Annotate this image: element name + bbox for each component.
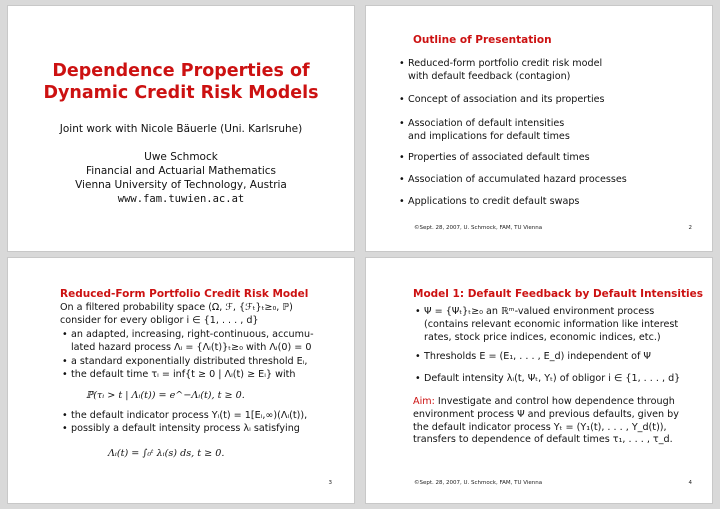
bullet-thresholds: • Thresholds E = (E₁, . . . , E_d) independent of Ψ <box>424 351 651 364</box>
outline-item-6: • Applications to credit default swaps <box>408 196 579 209</box>
joint-work: Joint work with Nicole Bäuerle (Uni. Karlsruhe) <box>59 123 303 135</box>
model-1-heading: Model 1: Default Feedback by Default Intensities <box>413 288 704 300</box>
slide-reduced-form <box>8 258 354 503</box>
outline-item-3: • Association of default intensities and implications for default times <box>408 118 570 144</box>
bullet-environment: • Ψ = {Ψₜ}ₜ≥₀ an ℝᵐ-valued environment process (contains relevant economic information like interest rates, stock price indices, economic indices, etc.) <box>424 306 678 344</box>
footer: ©Sept. 28, 2007, U. Schmock, FAM, TU Vienna <box>414 225 543 231</box>
bullet-default-intensity: • Default intensity λᵢ(t, Ψₜ, Yₜ) of obligor i ∈ {1, . . . , d} <box>424 373 680 386</box>
title-line-2: Dynamic Credit Risk Models <box>43 83 319 103</box>
affiliation-1: Financial and Actuarial Mathematics <box>86 165 276 177</box>
slide-title <box>8 6 354 251</box>
bullet-indicator: • the default indicator process Yᵢ(t) = 1[Eᵢ,∞)(Λᵢ(t)), <box>71 410 307 423</box>
page-number: 2 <box>688 225 692 231</box>
survival-formula: ℙ(τᵢ > t | Λᵢ(t)) = e^−Λᵢ(t), t ≥ 0. <box>86 390 245 401</box>
outline-item-4: • Properties of associated default times <box>408 152 590 165</box>
page-number: 4 <box>688 480 692 486</box>
aim-paragraph: Aim: Investigate and control how dependence through environment process Ψ and previous defaults, given by the default indicator process Yₜ = (Y₁(t), . . . , Y_d(t)), transfers to dependence of default times τ₁, . . . , τ_d. <box>413 396 679 446</box>
footer: ©Sept. 28, 2007, U. Schmock, FAM, TU Vienna <box>414 480 543 486</box>
title-line-1: Dependence Properties of <box>52 61 310 81</box>
author: Uwe Schmock <box>144 151 218 163</box>
affiliation-2: Vienna University of Technology, Austria <box>75 179 287 191</box>
outline-item-5: • Association of accumulated hazard processes <box>408 174 627 187</box>
outline-item-2: • Concept of association and its properties <box>408 94 605 107</box>
aim-label: Aim: <box>413 396 435 407</box>
integral-formula: Λᵢ(t) = ∫₀ᵗ λᵢ(s) ds, t ≥ 0. <box>108 448 225 459</box>
bullet-default-time: • the default time τᵢ = inf{t ≥ 0 | Λᵢ(t) ≥ Eᵢ} with <box>71 369 295 382</box>
website-url: www.fam.tuwien.ac.at <box>117 193 245 205</box>
outline-heading: Outline of Presentation <box>413 34 552 46</box>
outline-item-1: • Reduced-form portfolio credit risk model with default feedback (contagion) <box>408 58 602 84</box>
reduced-form-heading: Reduced-Form Portfolio Credit Risk Model <box>60 288 309 300</box>
slide-model-1 <box>366 258 712 503</box>
text-line-2: consider for every obligor i ∈ {1, . . . , d} <box>60 315 259 326</box>
bullet-threshold: • a standard exponentially distributed threshold Eᵢ, <box>71 356 308 369</box>
bullet-intensity: • possibly a default intensity process λᵢ satisfying <box>71 423 300 436</box>
page-number: 3 <box>328 480 332 486</box>
text-line-1: On a filtered probability space (Ω, ℱ, {ℱₜ}ₜ≥₀, ℙ) <box>60 302 293 313</box>
slide-outline <box>366 6 712 251</box>
bullet-hazard: • an adapted, increasing, right-continuous, accumu- lated hazard process Λᵢ = {Λᵢ(t)}ₜ≥₀ with Λᵢ(0) = 0 <box>71 329 314 355</box>
